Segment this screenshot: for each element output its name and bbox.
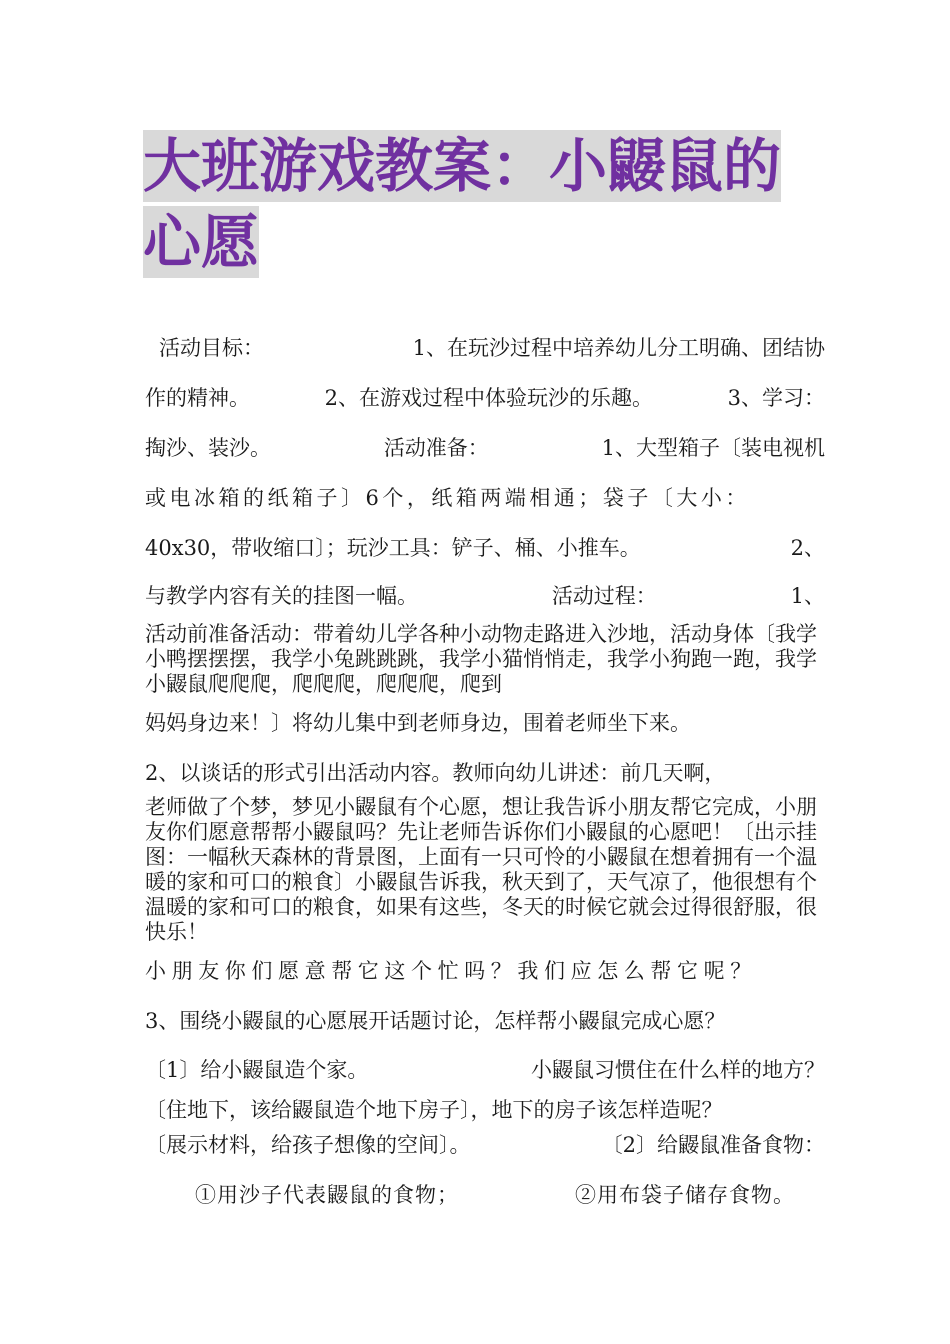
text-segment: ①用沙子代表鼹鼠的食物； [195, 1183, 459, 1207]
text-line: 妈妈身边来！〕将幼儿集中到老师身边，围着老师坐下来。 [145, 711, 691, 735]
text-line [145, 335, 825, 361]
text-line [145, 435, 825, 461]
text-segment: 与教学内容有关的挂图一幅。 [145, 584, 418, 608]
text-segment: 〔2〕给鼹鼠准备食物： [601, 1133, 825, 1157]
text-segment: 2、 [790, 536, 825, 560]
text-line: 小朋友你们愿意帮它这个忙吗？我们应怎么帮它呢？ [145, 959, 757, 983]
text-segment: 1、 [790, 584, 825, 608]
text-line [145, 385, 825, 411]
document-title [143, 128, 823, 280]
text-segment: 40x30，带收缩口〕；玩沙工具：铲子、桶、小推车。 [145, 536, 641, 560]
text-line: 3、围绕小鼹鼠的心愿展开话题讨论，怎样帮小鼹鼠完成心愿？ [145, 1009, 726, 1033]
section-label-preparation: 活动准备： [383, 436, 489, 460]
text-segment: 3、学习： [727, 386, 825, 410]
text-segment: 小鼹鼠习惯住在什么样的地方？ [531, 1058, 825, 1082]
text-line [145, 1057, 825, 1083]
text-line: 2、以谈话的形式引出活动内容。教师向幼儿讲述：前几天啊， [145, 761, 726, 785]
text-segment: 作的精神。 [145, 386, 250, 410]
text-line: 或电冰箱的纸箱子〕6个，纸箱两端相通；袋子〔大小： [145, 486, 750, 510]
title-line-2: 心愿 [143, 208, 260, 276]
text-segment: 掏沙、装沙。 [145, 436, 271, 460]
text-segment: 〔展示材料，给孩子想像的空间〕。 [145, 1133, 471, 1157]
text-line [145, 583, 825, 609]
text-segment: 1、大型箱子〔装电视机 [601, 436, 825, 460]
text-segment: 1、在玩沙过程中培养幼儿分工明确、团结协 [412, 336, 825, 360]
section-label-goals: 活动目标： [159, 336, 264, 360]
text-segment: 〔1〕给小鼹鼠造个家。 [145, 1058, 369, 1082]
title-line-1: 大班游戏教案：小鼹鼠的 [143, 132, 782, 200]
text-line [195, 1182, 795, 1208]
text-line [145, 1132, 825, 1158]
section-label-process: 活动过程： [551, 584, 657, 608]
text-line [145, 535, 825, 561]
paragraph: 老师做了个梦，梦见小鼹鼠有个心愿，想让我告诉小朋友帮它完成，小朋友你们愿意帮帮小鼹鼠吗？先让老师告诉你们小鼹鼠的心愿吧！〔出示挂图：一幅秋天森林的背景图，上面有一只可怜的小鼹鼠在想着拥有一个温暖的家和可口的粮食〕小鼹鼠告诉我，秋天到了，天气凉了，他很想有个温暖的家和可口的粮食，如果有这些，冬天的时候它就会过得很舒服，很快乐！ [145, 795, 817, 944]
text-line: 〔住地下，该给鼹鼠造个地下房子〕，地下的房子该怎样造呢？ [145, 1098, 723, 1122]
text-segment: ②用布袋子储存食物。 [575, 1183, 795, 1207]
text-segment: 2、在游戏过程中体验玩沙的乐趣。 [324, 386, 653, 410]
paragraph: 活动前准备活动：带着幼儿学各种小动物走路进入沙地，活动身体〔我学小鸭摆摆摆，我学小兔跳跳跳，我学小猫悄悄走，我学小狗跑一跑，我学小鼹鼠爬爬爬，爬爬爬，爬爬爬，爬到 [145, 622, 817, 696]
